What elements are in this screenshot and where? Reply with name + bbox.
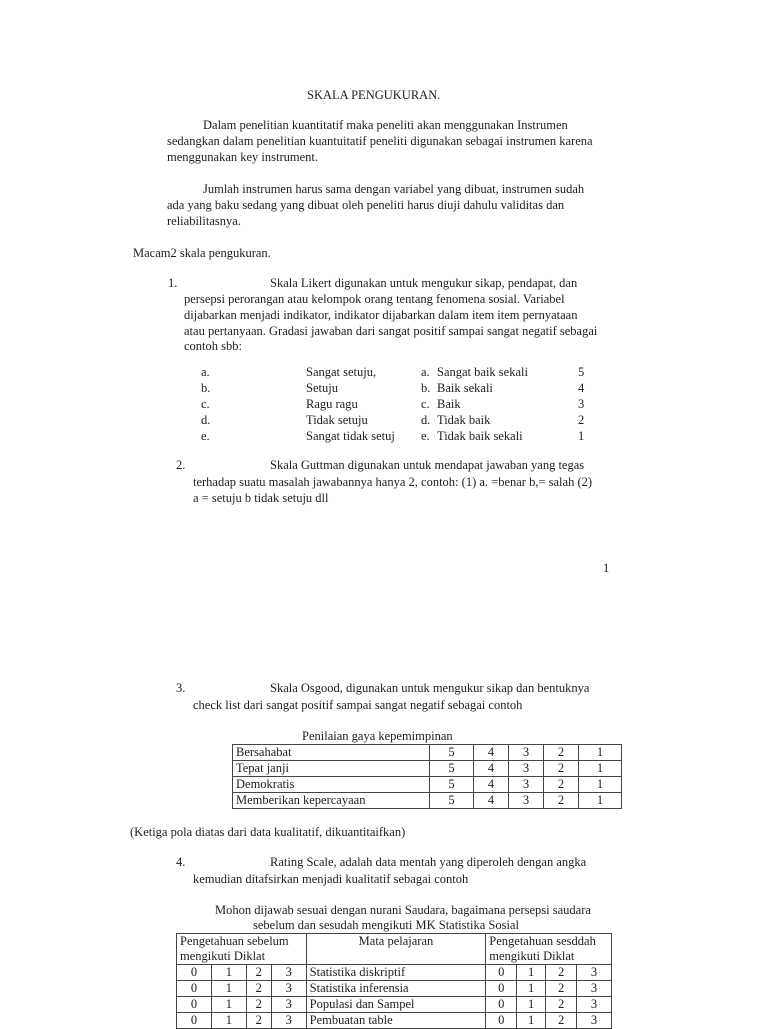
before-score-cell: 2	[246, 981, 271, 997]
table-row	[233, 761, 622, 777]
item2-line: Skala Guttman digunakan untuk mendapat jawaban yang tegas	[270, 458, 585, 472]
likert-option-l2: e.	[421, 429, 430, 443]
before-score-cell: 0	[177, 997, 212, 1013]
row-label: Memberikan kepercayaan	[233, 793, 430, 809]
intro-p1-line: sedangkan dalam penelitian kuantuitatif peneliti digunakan sebagai instrumen karena	[167, 134, 593, 148]
score-cell: 5	[430, 745, 474, 761]
score-cell: 4	[474, 777, 509, 793]
likert-option-l2: b.	[421, 381, 431, 395]
after-score-cell: 1	[517, 981, 546, 997]
likert-option-t2: Sangat baik sekali	[437, 365, 528, 379]
page-number: 1	[603, 561, 610, 575]
likert-option-l2: d.	[421, 413, 431, 427]
item-number: 1.	[168, 276, 178, 290]
table-row	[177, 981, 612, 997]
instruction-line: Mohon dijawab sesuai dengan nurani Saudara, bagaimana persepsi saudara	[215, 903, 591, 917]
row-label: Demokratis	[233, 777, 430, 793]
before-score-cell: 2	[246, 965, 271, 981]
likert-option-l1: a.	[201, 365, 210, 379]
intro-p2-line: reliabilitasnya.	[167, 214, 241, 228]
likert-option-l1: e.	[201, 429, 210, 443]
score-cell: 3	[509, 793, 544, 809]
score-cell: 3	[509, 745, 544, 761]
after-score-cell: 1	[517, 1013, 546, 1029]
table-caption: Penilaian gaya kepemimpinan	[302, 729, 453, 743]
before-score-cell: 1	[211, 965, 246, 981]
item1-line: dijabarkan menjadi indikator, indikator dijabarkan dalam item item pernyataan	[184, 308, 578, 322]
row-label: Bersahabat	[233, 745, 430, 761]
subject-cell: Populasi dan Sampel	[306, 997, 486, 1013]
before-score-cell: 0	[177, 1013, 212, 1029]
before-score-cell: 3	[271, 981, 306, 997]
after-score-cell: 3	[577, 981, 612, 997]
likert-option-t1: Ragu ragu	[306, 397, 358, 411]
table-row	[177, 997, 612, 1013]
table-row	[177, 965, 612, 981]
after-score-cell: 2	[546, 1013, 577, 1029]
item4-line: Rating Scale, adalah data mentah yang diperoleh dengan angka	[270, 855, 587, 869]
after-score-cell: 2	[546, 981, 577, 997]
score-cell: 1	[579, 761, 622, 777]
score-cell: 3	[509, 761, 544, 777]
rating-table	[176, 933, 612, 1029]
after-score-cell: 1	[517, 965, 546, 981]
likert-option-t2: Baik sekali	[437, 381, 493, 395]
osgood-table	[232, 744, 622, 809]
header-subject: Mata pelajaran	[306, 934, 486, 965]
after-score-cell: 0	[486, 997, 517, 1013]
after-score-cell: 1	[517, 997, 546, 1013]
before-score-cell: 3	[271, 965, 306, 981]
item2-line: terhadap suatu masalah jawabannya hanya 2, contoh: (1) a. =benar b,= salah (2)	[193, 475, 593, 489]
score-cell: 2	[544, 761, 579, 777]
score-cell: 1	[579, 777, 622, 793]
item-number: 4.	[176, 855, 186, 869]
before-score-cell: 3	[271, 997, 306, 1013]
item-number: 2.	[176, 458, 186, 472]
likert-option-l1: c.	[201, 397, 210, 411]
header-after: Pengetahuan sesddah mengikuti Diklat	[486, 934, 612, 965]
likert-option-score: 2	[578, 413, 585, 427]
likert-option-t2: Tidak baik	[437, 413, 491, 427]
before-score-cell: 0	[177, 981, 212, 997]
item1-line: persepsi perorangan atau kelompok orang tentang fenomena sosial. Variabel	[184, 292, 565, 306]
section-heading: Macam2 skala pengukuran.	[133, 246, 271, 260]
score-cell: 5	[430, 761, 474, 777]
intro-p1-line: Dalam penelitian kuantitatif maka peneliti akan menggunakan Instrumen	[203, 118, 568, 132]
likert-option-t1: Sangat setuju,	[306, 365, 377, 379]
intro-p1-line: menggunakan key instrument.	[167, 150, 319, 164]
table-row	[233, 777, 622, 793]
item3-line: check list dari sangat positif sampai sangat negatif sebagai contoh	[193, 698, 523, 712]
intro-p2-line: Jumlah instrumen harus sama dengan variabel yang dibuat, instrumen sudah	[203, 182, 585, 196]
likert-option-score: 1	[578, 429, 585, 443]
likert-option-l1: d.	[201, 413, 211, 427]
after-score-cell: 0	[486, 965, 517, 981]
likert-option-score: 3	[578, 397, 585, 411]
likert-option-l2: c.	[421, 397, 430, 411]
after-score-cell: 0	[486, 1013, 517, 1029]
before-score-cell: 2	[246, 997, 271, 1013]
score-cell: 2	[544, 777, 579, 793]
likert-option-t2: Tidak baik sekali	[437, 429, 523, 443]
score-cell: 3	[509, 777, 544, 793]
table-row	[233, 793, 622, 809]
table-row	[177, 1013, 612, 1029]
after-score-cell: 2	[546, 965, 577, 981]
instruction-line: sebelum dan sesudah mengikuti MK Statistika Sosial	[253, 918, 519, 932]
score-cell: 1	[579, 793, 622, 809]
likert-option-t2: Baik	[437, 397, 461, 411]
after-score-cell: 3	[577, 997, 612, 1013]
before-score-cell: 3	[271, 1013, 306, 1029]
after-score-cell: 3	[577, 1013, 612, 1029]
item4-line: kemudian ditafsirkan menjadi kualitatif sebagai contoh	[193, 872, 469, 886]
before-score-cell: 1	[211, 997, 246, 1013]
likert-option-t1: Sangat tidak setuj	[306, 429, 395, 443]
subject-cell: Statistika diskriptif	[306, 965, 486, 981]
score-cell: 5	[430, 777, 474, 793]
score-cell: 1	[579, 745, 622, 761]
score-cell: 4	[474, 745, 509, 761]
item1-line: Skala Likert digunakan untuk mengukur sikap, pendapat, dan	[270, 276, 578, 290]
likert-option-l1: b.	[201, 381, 211, 395]
item2-line: a = setuju b tidak setuju dll	[193, 491, 329, 505]
likert-option-score: 5	[578, 365, 585, 379]
before-score-cell: 0	[177, 965, 212, 981]
subject-cell: Statistika inferensia	[306, 981, 486, 997]
score-cell: 4	[474, 761, 509, 777]
likert-option-t1: Tidak setuju	[306, 413, 368, 427]
item3-line: Skala Osgood, digunakan untuk mengukur sikap dan bentuknya	[270, 681, 590, 695]
score-cell: 2	[544, 745, 579, 761]
item1-line: contoh sbb:	[184, 339, 242, 353]
page-title: SKALA PENGUKURAN.	[307, 88, 441, 102]
likert-option-l2: a.	[421, 365, 430, 379]
intro-p2-line: ada yang baku sedang yang dibuat oleh peneliti harus diuji dahulu validitas dan	[167, 198, 565, 212]
before-score-cell: 1	[211, 1013, 246, 1029]
score-cell: 2	[544, 793, 579, 809]
row-label: Tepat janji	[233, 761, 430, 777]
table-row	[233, 745, 622, 761]
score-cell: 4	[474, 793, 509, 809]
likert-option-t1: Setuju	[306, 381, 338, 395]
subject-cell: Pembuatan table	[306, 1013, 486, 1029]
note-text: (Ketiga pola diatas dari data kualitatif, dikuantitaifkan)	[130, 825, 406, 839]
item-number: 3.	[176, 681, 186, 695]
likert-option-score: 4	[578, 381, 585, 395]
after-score-cell: 0	[486, 981, 517, 997]
after-score-cell: 3	[577, 965, 612, 981]
before-score-cell: 2	[246, 1013, 271, 1029]
table-header-row	[177, 934, 612, 965]
header-before: Pengetahuan sebelum mengikuti Diklat	[177, 934, 307, 965]
before-score-cell: 1	[211, 981, 246, 997]
after-score-cell: 2	[546, 997, 577, 1013]
item1-line: atau pertanyaan. Gradasi jawaban dari sangat positif sampai sangat negatif sebagai	[184, 324, 598, 338]
score-cell: 5	[430, 793, 474, 809]
